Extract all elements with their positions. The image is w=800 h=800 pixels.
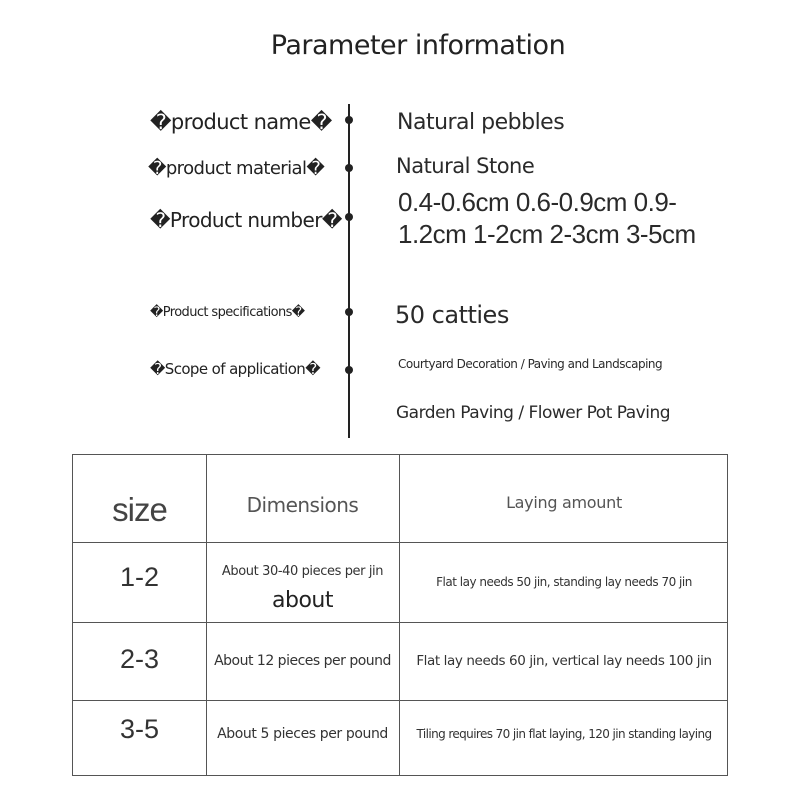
table-cell-dimensions: About 12 pieces per pound bbox=[214, 653, 391, 669]
timeline-divider bbox=[348, 104, 350, 438]
table-cell-size: 2-3 bbox=[119, 643, 160, 674]
table-header-dimensions: Dimensions bbox=[246, 493, 359, 517]
table-cell-size: 1-2 bbox=[119, 561, 160, 592]
table-cell-laying: Flat lay needs 50 jin, standing lay needs 70 jin bbox=[436, 575, 692, 589]
param-value-scope-line1: Courtyard Decoration / Paving and Landscaping bbox=[398, 357, 663, 371]
table-header-laying: Laying amount bbox=[506, 493, 622, 512]
table-cell-dimensions: About 5 pieces per pound bbox=[217, 726, 388, 742]
param-value-product-number: 0.4-0.6cm 0.6-0.9cm 0.9-1.2cm 1-2cm 2-3cm 3-5cm bbox=[398, 187, 696, 249]
page-title: Parameter information bbox=[270, 30, 566, 61]
spec-table bbox=[72, 454, 728, 776]
param-value-product-name: Natural pebbles bbox=[397, 110, 565, 135]
param-label-product-name: �product name� bbox=[150, 110, 332, 134]
bullet-dot bbox=[345, 213, 353, 221]
bullet-dot bbox=[345, 366, 353, 374]
table-cell-dimensions: About 30-40 pieces per jin bbox=[221, 563, 384, 579]
bullet-dot bbox=[345, 308, 353, 316]
table-cell-laying: Tiling requires 70 jin flat laying, 120 jin standing laying bbox=[416, 727, 712, 741]
param-label-scope: �Scope of application� bbox=[150, 360, 320, 378]
param-value-product-material: Natural Stone bbox=[396, 154, 535, 178]
param-value-scope-line2: Garden Paving / Flower Pot Paving bbox=[396, 403, 671, 423]
param-label-product-specifications: �Product specifications� bbox=[150, 305, 305, 320]
table-cell-size: 3-5 bbox=[119, 713, 160, 744]
table-header-size: size bbox=[112, 491, 167, 528]
param-label-product-material: �product material� bbox=[148, 158, 325, 179]
bullet-dot bbox=[345, 116, 353, 124]
table-cell-laying: Flat lay needs 60 jin, vertical lay needs 100 jin bbox=[416, 653, 712, 669]
param-label-product-number: �Product number� bbox=[150, 208, 342, 232]
bullet-dot bbox=[345, 164, 353, 172]
param-value-product-specifications: 50 catties bbox=[395, 301, 509, 329]
table-cell-dimensions-extra: about bbox=[272, 587, 333, 613]
